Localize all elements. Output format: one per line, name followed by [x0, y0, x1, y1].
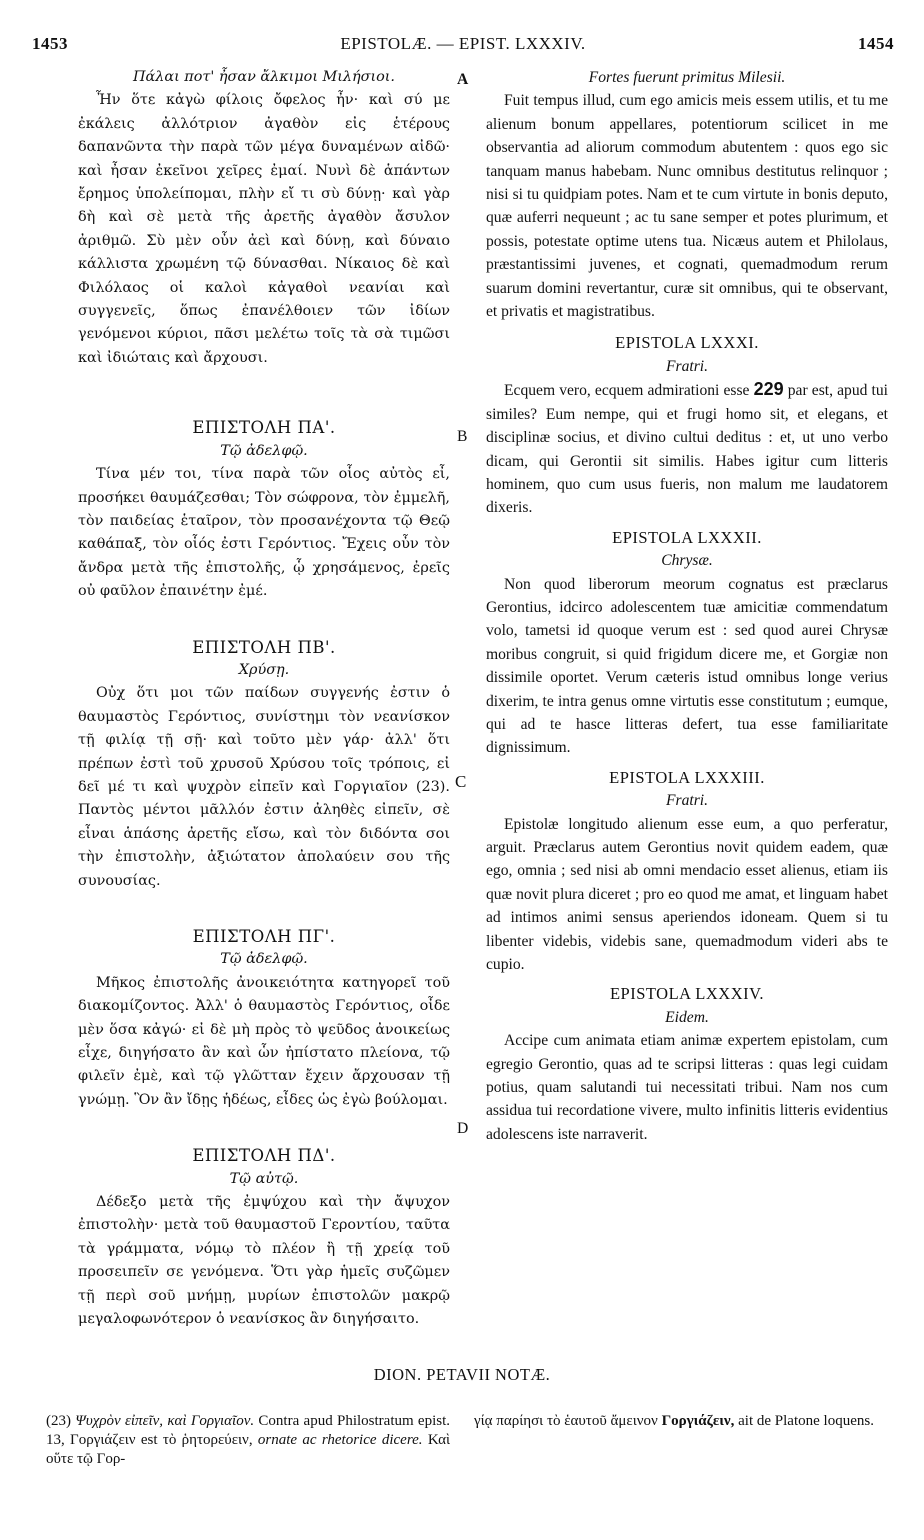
note-italic: ornate ac rhetorice dicere.	[257, 1432, 423, 1448]
latin-letter-heading: EPISTOLA LXXXII.	[612, 527, 762, 547]
greek-letter-text: Οὐχ ὅτι μοι τῶν παίδων συγγενής ἐστιν ὁ θαυμαστὸς Γερόντιος, συνίστημι τὸν νεανίσκον τῇ φιλίᾳ τῇ σῇ· καὶ τοῦτο μὲν γάρ· ἀλλ' ὅτι πρέπων ἐστὶ τοῦ χρυσοῦ Χρύσου τοῖς τρόποις, εἰ δεῖ μέ τι καὶ ψυχρὸν εἰπεῖν καὶ Γοργιαῖον (23). Παντὸς μέντοι μᾶλλόν ἐστιν ἀληθὲς εἰπεῖν, σὲ εἶναι ἁπάσης ἀρετῆς εἴσω, καὶ τὸν διδόντα σοι τὴν ἐπιστολὴν, ἀξιώτατον ἀπολαύειν σου τῆς συνουσίας.	[78, 685, 450, 889]
running-title: EPISTOLÆ. — EPIST. LXXXIV.	[340, 34, 586, 53]
latin-letter-text: Epistolæ longitudo alienum esse eum, a quo perferatur, arguit. Præclarus autem Gerontius novit quidem eadem, quæ ego, omnia ; sed nisi ab omni mendacio esset alienus, etiam iis quæ novit plura diceret ; pro eo quod me amat, et linguam habet ad intimos animi sensus aperiendos idoneam. Quem si tu libenter videbis, videbis sane, quemadmodum videri abs te cupio.	[486, 815, 888, 974]
notes-title: DION. PETAVII NOTÆ.	[373, 1365, 551, 1384]
latin-letter-addressee: Fratri.	[665, 357, 709, 375]
column-number: 229	[753, 379, 784, 400]
latin-letter-heading: EPISTOLA LXXXI.	[615, 333, 759, 353]
margin-mark-c: C	[455, 772, 467, 791]
greek-letter-addressee: Χρύσῃ.	[238, 661, 290, 678]
latin-letter-addressee: Fratri.	[665, 792, 709, 810]
note-lemma: Ψυχρὸν εἰπεῖν, καὶ Γοργιαῖον.	[75, 1413, 255, 1429]
latin-letter-text: Accipe cum animata etiam animæ expertem epistolam, cum egregio Gerontio, quas ad te scripsi litteras : quas legi cuidam potius, quam salutandi tui necessitati tribui. Nam nos cum assidua tui recordatione vivere, multo infinitis litteris evidentius adolescens iste narraverit.	[486, 1032, 888, 1143]
greek-letter-heading: ΕΠΙΣΤΟΛΗ ΠΑ'.	[192, 418, 336, 438]
page-number-left: 1453	[32, 34, 68, 53]
note-bold: Γοργιάζειν,	[661, 1413, 735, 1429]
note-text: γίᾳ παρίησι τὸ ἑαυτοῦ ἄμεινον	[474, 1413, 658, 1429]
latin-intro-text: Fuit tempus illud, cum ego amicis meis essem utilis, et tu me alienum bonum appellares, potentiorum scilicet in me observantia ad aliorum commodum abutentem : quos ego sic tanquam manus habebam. Nunc omnibus destitutus relinquor ; nisi si tu quidpiam potes. Nam et te cum virtute in bonis deputo, quæ auferri nequeunt ; ac tu sane semper et potes plurimum, et possis, potestate optime utens tua. Nicæus autem et Philolaus, præstantissimi juvenes, et cognati, quemadmodum rerum suarum domini revertantur, curæ sit omnibus, qui te observant, et privatis et magistratibus.	[486, 92, 888, 321]
greek-letter-text: Τίνα μέν τοι, τίνα παρὰ τῶν οἷος αὐτὸς εἶ, προσήκει θαυμάζεσθαι; Τὸν σώφρονα, τὸν ἐμμελῆ, τὸν παιδείας ἑταῖρον, τὸν προσανέχοντα τῷ Θεῷ καθάπαξ, τὸν οἷός ἐστι Γερόντιος. Ἔχεις οὖν τὸν ἄνδρα μετὰ τῆς ἐπιστολῆς, ᾧ χρησάμενος, ἐρεῖς οὐ φαῦλον ἐπαινέτην ἐμέ.	[78, 466, 450, 600]
greek-intro-title: Πάλαι ποτ' ἦσαν ἄλκιμοι Μιλήσιοι.	[132, 69, 396, 85]
greek-letter-addressee: Τῷ ἀδελφῷ.	[220, 442, 308, 459]
note-text: ait de Platone loquens.	[738, 1413, 874, 1429]
greek-letter-addressee: Τῷ ἀδελφῷ.	[220, 951, 308, 968]
greek-letter-heading: ΕΠΙΣΤΟΛΗ ΠΒ'.	[192, 637, 336, 657]
greek-letter-heading: ΕΠΙΣΤΟΛΗ ΠΔ'.	[192, 1146, 336, 1166]
page-number-right: 1454	[858, 34, 894, 53]
greek-letter-text: Δέδεξο μετὰ τῆς ἐμψύχου καὶ τὴν ἄψυχον ἐπιστολὴν· μετὰ τοῦ θαυμαστοῦ Γεροντίου, ταῦτα τὰ γράμματα, νόμῳ τὸ πλέον ἢ τῇ χρείᾳ τοῦ προσειπεῖν σε γενόμενα. Ὅτι γὰρ ἡμεῖς συζῶμεν τῇ περὶ σοῦ μνήμῃ, μυρίων ἐπιστολῶν μακρῷ μεγαλοφωνότερον ὁ νεανίσκος ἂν διηγήσαιτο.	[78, 1194, 450, 1328]
margin-mark-b: B	[457, 428, 468, 445]
greek-letter-heading: ΕΠΙΣΤΟΛΗ ΠΓ'.	[192, 927, 336, 946]
greek-letter-addressee: Τῷ αὐτῷ.	[229, 1170, 299, 1187]
latin-letter-addressee: Eidem.	[665, 1008, 709, 1026]
greek-column	[78, 66, 450, 1332]
latin-letter-heading: EPISTOLA LXXXIII.	[609, 767, 765, 787]
latin-letter-text: Non quod liberorum meorum cognatus est præclarus Gerontius, idcirco adolescentem tuæ amicitiæ commendatum volo, tametsi id quoque verum est : sed quod aurei Chrysæ moribus congruit, si quid frigidum dicere me, et Gorgiæ non dissimile oportet. Verum cæteris istud omnibus longe verius dixerim, te intra genus omne virtutis esse constitutum ; eumque, qui ad te hasce litteras defert, tua esse familiaritate dignissimum.	[486, 575, 888, 757]
note-reference: (23)	[46, 1413, 71, 1429]
note-text: Καὶ οὕτε τῷ Γορ-	[46, 1432, 451, 1467]
margin-mark-d: D	[457, 1120, 469, 1137]
latin-text-segment: par est, apud tui similes? Eum nempe, qui et frugi homo sit, et elegans, et disciplinæ socius, et divino cultui deditus : et, ut uno verbo dicam, qui Gerontii sit similis. Habes igitur cum litteris hominem, quo cum usus fueris, non malum me laudatorem dixeris.	[486, 382, 888, 517]
latin-intro-title: Fortes fuerunt primitus Milesii.	[588, 69, 786, 86]
latin-column	[486, 66, 888, 1146]
note-left	[46, 1412, 450, 1469]
latin-letter-heading: EPISTOLA LXXXIV.	[609, 984, 765, 1004]
greek-intro-text: Ἦν ὅτε κἀγὼ φίλοις ὄφελος ἦν· καὶ σύ με ἐκάλεις ἀλλότριον ἀγαθὸν εἰς ἑτέρους δαπανῶντα τὴν παρὰ τῶν μέγα δυναμένων αἰδῶ· καὶ ἦσαν ἐκεῖνοι χεῖρες ἐμαί. Νυνὶ δὲ ἁπάντων ἔρημος ὑπολείπομαι, πλὴν εἴ τι σὺ δύνῃ· καὶ γὰρ δὴ καὶ σὲ μετὰ τῆς ἀρετῆς ἀγαθὸν ἄσυλον ἀριθμῶ. Σὺ μὲν οὖν ἀεὶ καὶ δύνῃ, καὶ δύναιο κάλλιστα χρωμένη τῷ δύνασθαι. Νίκαιος δὲ καὶ Φιλόλαος οἱ καλοὶ κἀγαθοὶ νεανίαι καὶ συγγενεῖς, ὅπως ἐπανέλθοιεν τῶν ἰδίων γενόμενοι κύριοι, πᾶσι μελέτω τοῖς τὰ σὰ τιμῶσι καὶ ἰδιώταις καὶ ἄρχουσι.	[78, 92, 450, 366]
latin-letter-text	[486, 378, 888, 519]
margin-mark-a: A	[457, 71, 469, 88]
note-text: Contra apud Philostratum epist. 13, Γοργιάζειν est τὸ ῥητορεύειν,	[46, 1413, 451, 1448]
latin-letter-addressee: Chrysæ.	[661, 552, 713, 570]
note-right	[474, 1412, 876, 1431]
greek-letter-text: Μῆκος ἐπιστολῆς ἀνοικειότητα κατηγορεῖ τοῦ διακομίζοντος. Ἀλλ' ὁ θαυμαστὸς Γερόντιος, οἶδε μὲν ὅσα κἀγώ· εἰ δὲ μὴ πρὸς τὸ ψεῦδος ἀνοικείως εἶχε, διηγήσατο ἂν καὶ ὧν ἠπίστατο πλείονα, τῷ φιλεῖν ἐμὲ, καὶ τῷ γλῶτταν ἔχειν ἄρχουσαν τῇ γνώμῃ. Ὃν ἂν ἴδῃς ἡδέως, εἶδες ὡς ἐγὼ βούλομαι.	[78, 974, 450, 1108]
latin-text-segment: Ecquem vero, ecquem admirationi esse	[504, 382, 750, 400]
page-header	[32, 34, 894, 56]
